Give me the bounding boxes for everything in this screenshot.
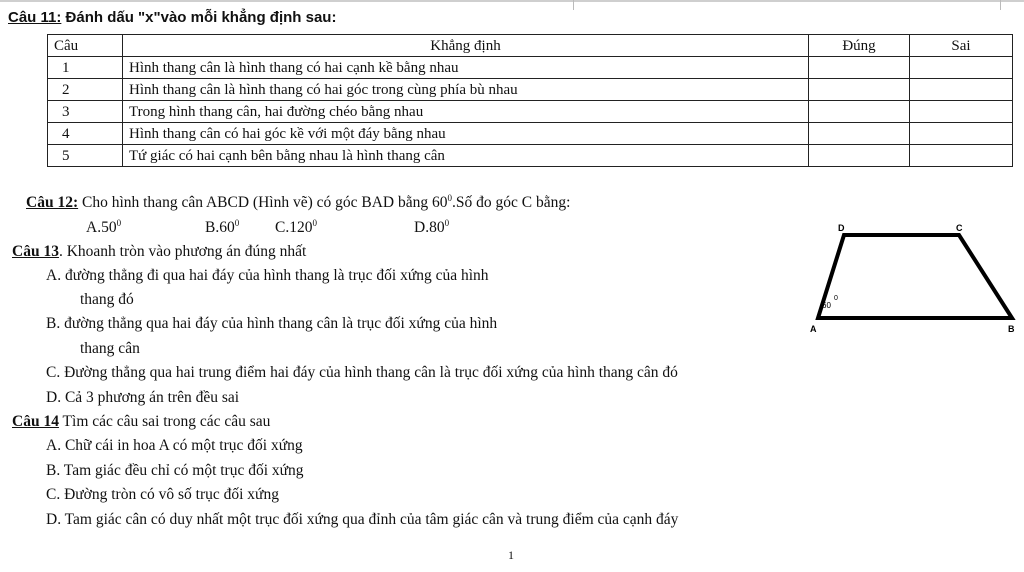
q11-text: Đánh dấu "x"vào mỗi khẳng định sau: — [65, 9, 337, 26]
option-value: 80 — [429, 219, 445, 237]
q13-option-d[interactable]: D. Cả 3 phương án trên đều sai — [46, 389, 240, 406]
q14-option-c[interactable]: C. Đường tròn có vô số trục đối xứng — [46, 486, 279, 503]
q14-option-b[interactable]: B. Tam giác đều chỉ có một trục đối xứng — [46, 462, 304, 479]
q12-degree: 0 — [447, 193, 452, 203]
angle-label: 60 — [822, 301, 831, 310]
q14-label: Câu 14 — [12, 413, 59, 430]
page-top-border — [0, 0, 1024, 2]
option-label: B. — [205, 219, 220, 237]
q14-option-d[interactable]: D. Tam giác cân có duy nhất một trục đối xứng qua đỉnh của tâm giác cân và trung điểm của cạnh đáy — [46, 511, 679, 528]
q12-text-b: .Số đo góc C bằng: — [451, 194, 571, 212]
row-statement: Tứ giác có hai cạnh bên bằng nhau là hình thang cân — [123, 145, 809, 167]
header-sai: Sai — [910, 35, 1013, 57]
header-khang-dinh: Khẳng định — [123, 35, 809, 57]
row-dung-cell[interactable] — [809, 57, 910, 79]
q13-option-c[interactable]: C. Đường thẳng qua hai trung điểm hai đáy của hình thang cân là trục đối xứng của hình thang cân đó — [46, 364, 678, 381]
q14-heading — [12, 413, 270, 431]
row-sai-cell[interactable] — [910, 101, 1013, 123]
row-num: 4 — [48, 123, 123, 145]
q13-option-b-cont: thang cân — [80, 340, 140, 357]
table-row — [48, 57, 1013, 79]
option-degree: 0 — [234, 218, 240, 228]
row-num: 5 — [48, 145, 123, 167]
option-label: C. — [275, 219, 290, 237]
option-label: A. — [86, 219, 102, 237]
row-statement: Hình thang cân là hình thang có hai cạnh kề bằng nhau — [123, 57, 809, 79]
q12-option-a[interactable] — [86, 218, 121, 237]
option-value: 120 — [289, 219, 313, 237]
row-sai-cell[interactable] — [910, 79, 1013, 101]
option-degree: 0 — [312, 218, 317, 228]
q12-option-c[interactable] — [275, 218, 317, 237]
row-statement: Trong hình thang cân, hai đường chéo bằng nhau — [123, 101, 809, 123]
q13-option-b[interactable]: B. đường thẳng qua hai đáy của hình thang cân là trục đối xứng của hình — [46, 315, 498, 332]
top-divider-right — [1000, 0, 1001, 10]
header-dung: Đúng — [809, 35, 910, 57]
row-dung-cell[interactable] — [809, 101, 910, 123]
table-row — [48, 123, 1013, 145]
row-sai-cell[interactable] — [910, 57, 1013, 79]
row-statement: Hình thang cân có hai góc kề với một đáy bằng nhau — [123, 123, 809, 145]
option-label: D. — [414, 219, 430, 237]
row-dung-cell[interactable] — [809, 145, 910, 167]
table-row — [48, 79, 1013, 101]
q13-option-a-cont: thang đó — [80, 291, 134, 308]
trapezoid-figure — [800, 222, 1024, 347]
vertex-b-label: B — [1008, 324, 1015, 334]
vertex-d-label: D — [838, 223, 845, 233]
q13-text: . Khoanh tròn vào phương án đúng nhất — [58, 243, 307, 260]
q14-text: Tìm các câu sai trong các câu sau — [58, 413, 271, 430]
vertex-c-label: C — [956, 223, 963, 233]
q13-option-a[interactable]: A. đường thẳng đi qua hai đáy của hình thang là trục đối xứng của hình — [46, 267, 489, 284]
row-statement: Hình thang cân là hình thang có hai góc trong cùng phía bù nhau — [123, 79, 809, 101]
page-number: 1 — [508, 548, 514, 562]
row-dung-cell[interactable] — [809, 123, 910, 145]
q12-option-b[interactable] — [205, 218, 239, 237]
option-degree: 0 — [116, 218, 122, 228]
row-num: 1 — [48, 57, 123, 79]
q12-text-a: Cho hình thang cân ABCD (Hình vẽ) có góc BAD bằng 60 — [81, 194, 448, 212]
angle-degree: 0 — [834, 295, 838, 302]
trapezoid-shape — [818, 235, 1012, 318]
row-sai-cell[interactable] — [910, 145, 1013, 167]
table-header-row — [48, 35, 1013, 57]
q11-heading — [8, 9, 336, 26]
row-num: 3 — [48, 101, 123, 123]
top-divider — [573, 0, 574, 10]
row-num: 2 — [48, 79, 123, 101]
q13-label: Câu 13 — [12, 243, 59, 260]
row-dung-cell[interactable] — [809, 79, 910, 101]
q13-heading — [12, 243, 306, 261]
q12-label: Câu 12: — [26, 194, 79, 212]
q12-option-d[interactable] — [414, 218, 449, 237]
table-row — [48, 145, 1013, 167]
option-value: 50 — [101, 219, 117, 237]
q11-label: Câu 11: — [8, 9, 62, 26]
q12-heading — [26, 193, 570, 212]
option-degree: 0 — [444, 218, 450, 228]
row-sai-cell[interactable] — [910, 123, 1013, 145]
option-value: 60 — [219, 219, 235, 237]
q11-table — [47, 34, 1013, 167]
vertex-a-label: A — [810, 324, 817, 334]
q14-option-a[interactable]: A. Chữ cái in hoa A có một trục đối xứng — [46, 437, 303, 454]
header-cau: Câu — [48, 35, 123, 57]
table-row — [48, 101, 1013, 123]
